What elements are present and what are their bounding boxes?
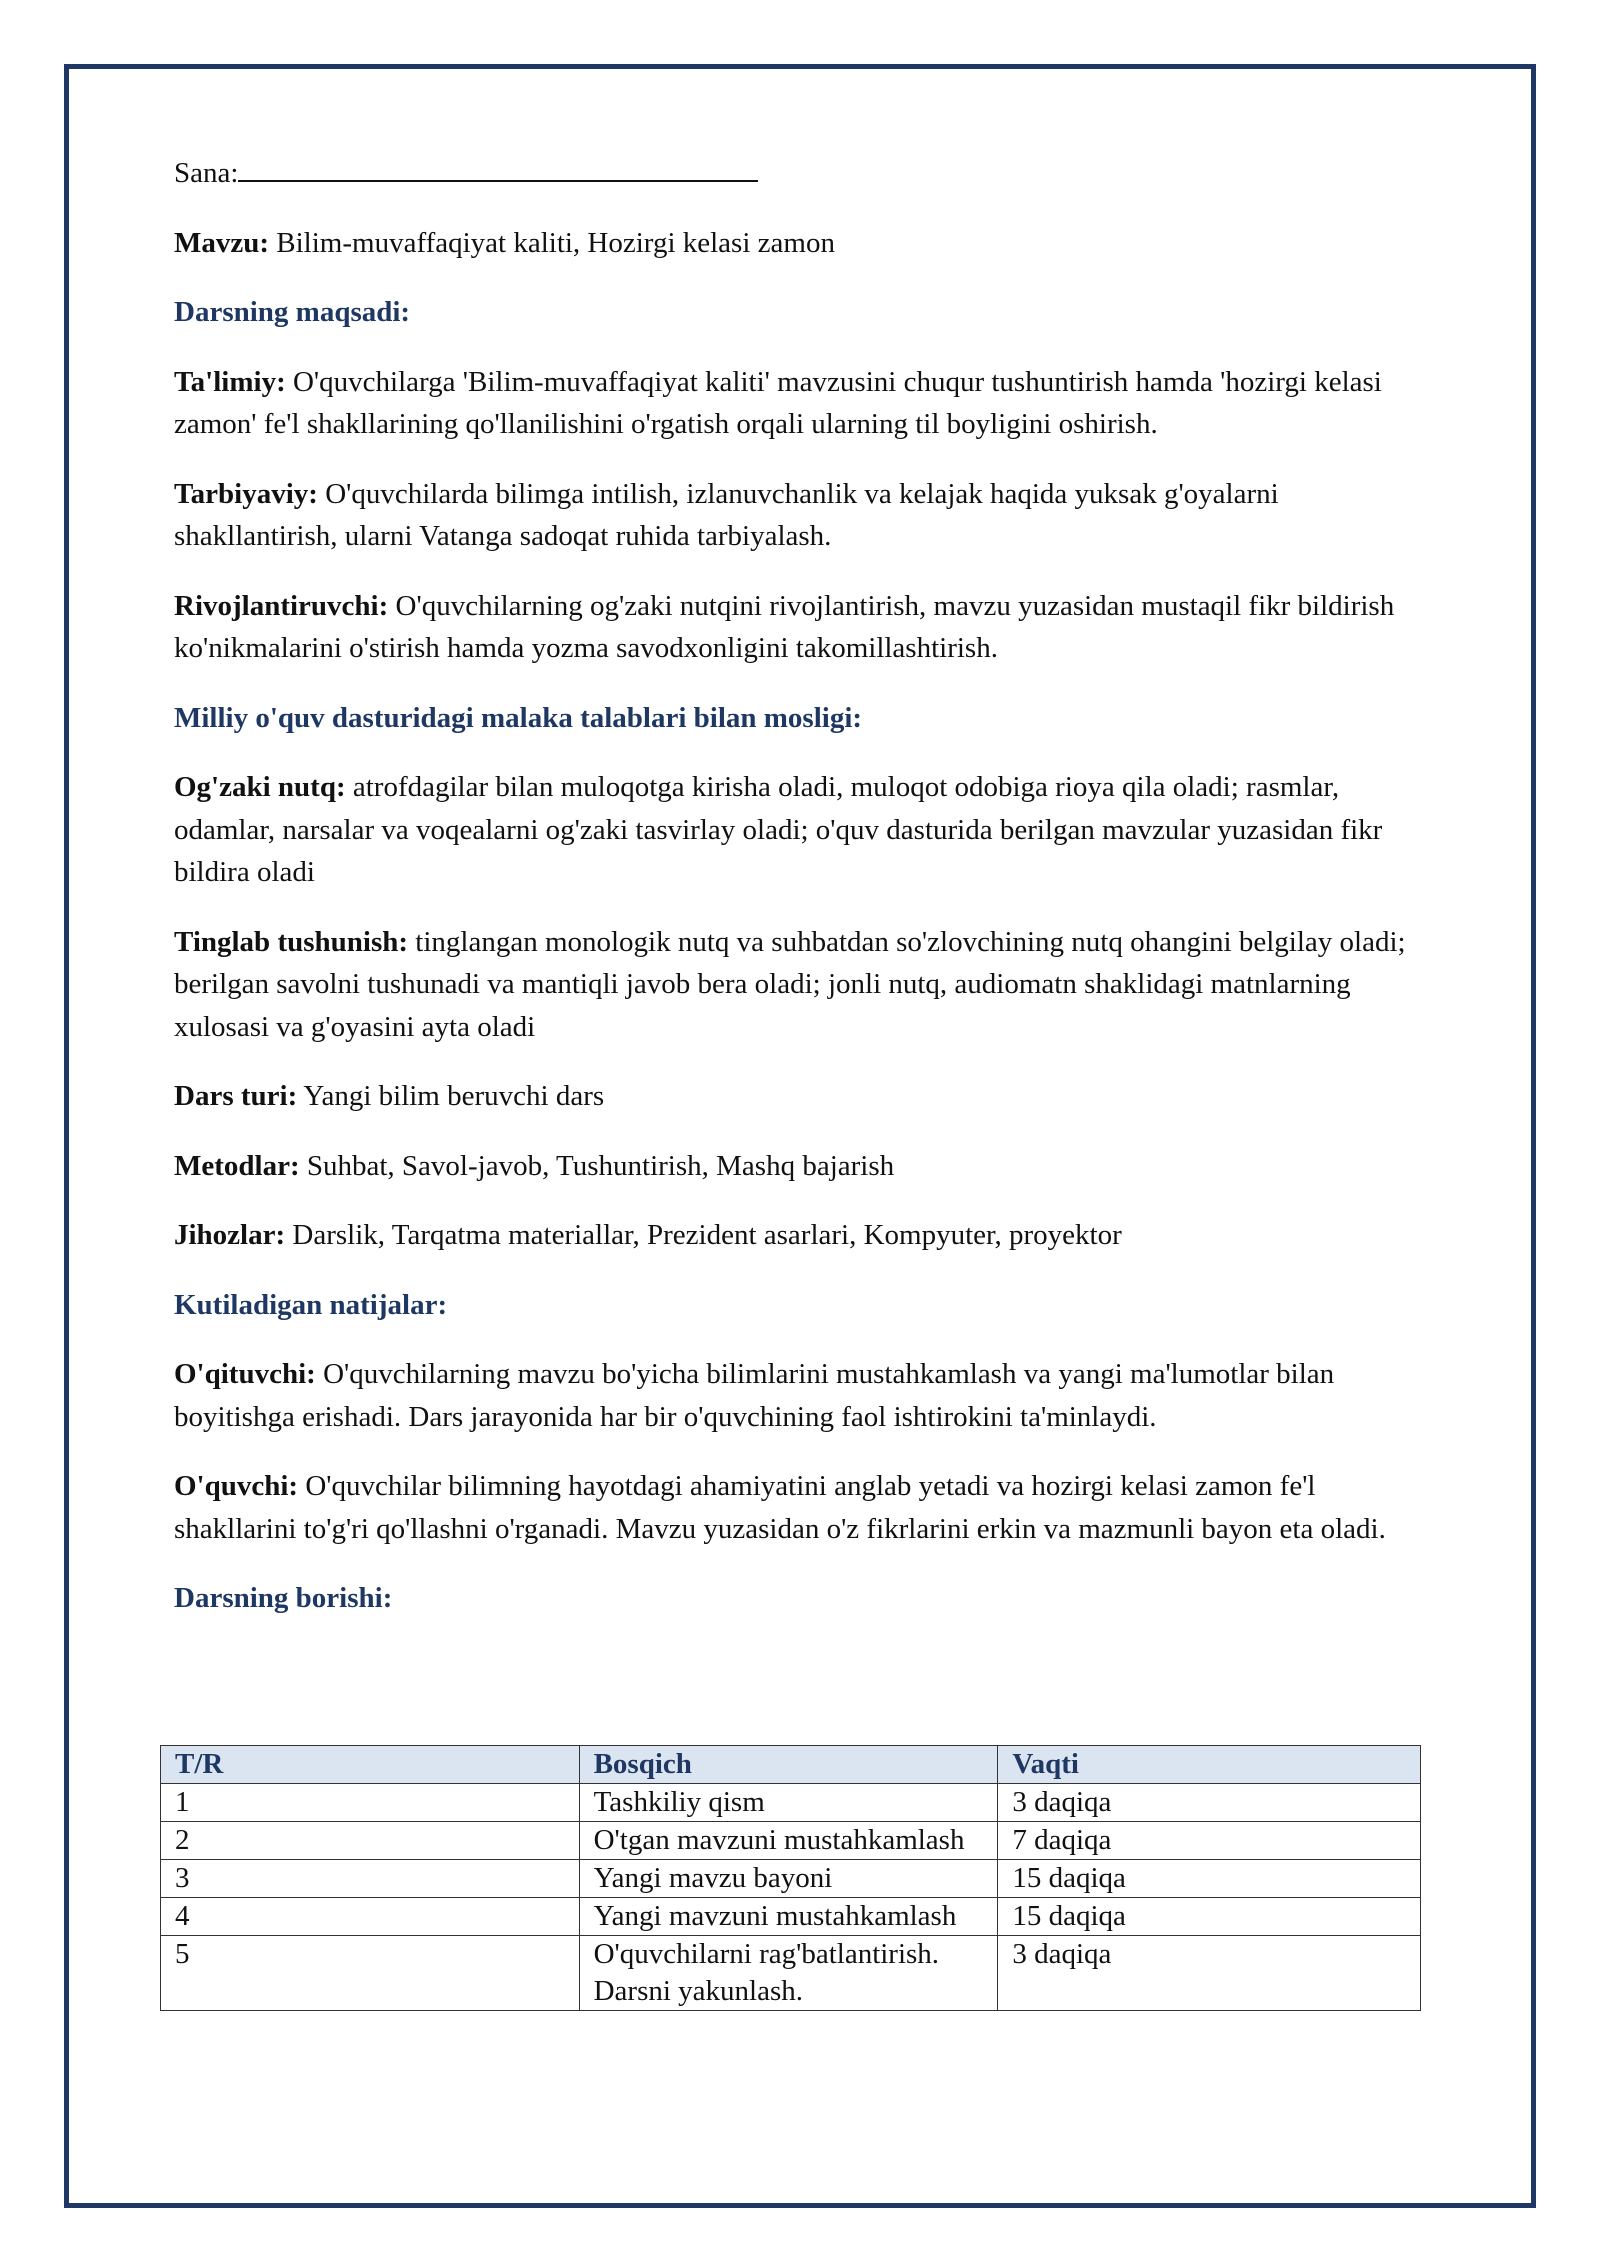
row-number: 5 [161,1936,580,2011]
date-blank-line [238,150,758,182]
equipment-label: Jihozlar: [174,1219,286,1251]
column-header-number: T/R [161,1746,580,1784]
table-row [161,1860,1421,1898]
row-number: 4 [161,1898,580,1936]
table-row [161,1936,1421,2011]
result-teacher-text: O'quvchilarning mavzu bo'yicha bilimlarini mustahkamlash va yangi ma'lumotlar bilan boyitishga erishadi. Dars jarayonida har bir o'quvchining faol ishtirokini ta'minlaydi. [174,1358,1335,1433]
methods [174,1145,1434,1188]
result-teacher-label: O'qituvchi: [174,1358,316,1390]
topic [174,222,1434,265]
table-row [161,1898,1421,1936]
topic-text: Bilim-muvaffaqiyat kaliti, Hozirgi kelasi zamon [276,226,835,259]
goal-developmental-label: Rivojlantiruvchi: [174,589,389,622]
equipment [174,1214,1434,1257]
result-student [174,1465,1434,1550]
row-stage: O'quvchilarni rag'batlantirish. Darsni yakunlash. [579,1936,998,2011]
goal-educational [174,361,1434,446]
result-student-text: O'quvchilar bilimning hayotdagi ahamiyatini anglab yetadi va hozirgi kelasi zamon fe'l shakllarini to'g'ri qo'llashni o'rganadi. Mavzu yuzasidan o'z fikrlarini erkin va mazmunli bayon eta oladi. [174,1470,1386,1545]
row-stage: Yangi mavzu bayoni [579,1860,998,1898]
row-time: 15 daqiqa [998,1898,1421,1936]
row-number: 1 [161,1784,580,1822]
topic-label: Mavzu: [174,226,270,259]
goal-upbringing-label: Tarbiyaviy: [174,477,318,510]
date-field [174,150,1434,195]
standard-oral-speech [174,766,1434,894]
table-header-row [161,1746,1421,1784]
goal-educational-text: O'quvchilarga 'Bilim-muvaffaqiyat kaliti' mavzusini chuqur tushuntirish hamda 'hozirgi kelasi zamon' fe'l shakllarining qo'llanilishini o'rgatish orqali ularning til boyligini oshirish. [174,365,1382,440]
column-header-stage: Bosqich [579,1746,998,1784]
standard-listening-text: tinglangan monologik nutq va suhbatdan so'zlovchining nutq ohangini belgilay oladi; berilgan savolni tushunadi va mantiqli javob bera oladi; jonli nutq, audiomatn shaklidagi matnlarning xulosasi va g'oyasini ayta oladi [174,925,1406,1043]
lesson-type [174,1075,1434,1118]
goal-educational-label: Ta'limiy: [174,365,286,398]
date-label: Sana: [174,157,239,189]
equipment-text: Darslik, Tarqatma materiallar, Prezident asarlari, Kompyuter, proyektor [292,1219,1122,1251]
standard-oral-speech-label: Og'zaki nutq: [174,771,346,803]
goal-upbringing-text: O'quvchilarda bilimga intilish, izlanuvchanlik va kelajak haqida yuksak g'oyalarni shakllantirish, ularni Vatanga sadoqat ruhida tarbiyalash. [174,477,1279,552]
row-number: 3 [161,1860,580,1898]
row-stage: O'tgan mavzuni mustahkamlash [579,1822,998,1860]
standards-heading: Milliy o'quv dasturidagi malaka talablari bilan mosligi: [174,701,863,734]
goals-heading: Darsning maqsadi: [174,296,411,328]
results-heading: Kutiladigan natijalar: [174,1288,448,1321]
lesson-plan [174,150,1434,1647]
row-number: 2 [161,1822,580,1860]
column-header-time: Vaqti [998,1746,1421,1784]
row-time: 7 daqiqa [998,1822,1421,1860]
methods-label: Metodlar: [174,1149,300,1182]
result-student-label: O'quvchi: [174,1470,299,1502]
standard-listening-label: Tinglab tushunish: [174,925,409,958]
result-teacher [174,1353,1434,1438]
goal-developmental [174,585,1434,670]
lesson-type-label: Dars turi: [174,1080,298,1112]
row-stage: Yangi mavzuni mustahkamlash [579,1898,998,1936]
row-time: 3 daqiqa [998,1784,1421,1822]
lesson-procedure-table [160,1745,1421,2011]
standard-listening [174,921,1434,1049]
row-time: 15 daqiqa [998,1860,1421,1898]
procedure-heading: Darsning borishi: [174,1582,393,1614]
goal-developmental-text: O'quvchilarning og'zaki nutqini rivojlantirish, mavzu yuzasidan mustaqil fikr bildirish ko'nikmalarini o'stirish hamda yozma savodxonligini takomillashtirish. [174,589,1395,664]
table-row [161,1784,1421,1822]
standard-oral-speech-text: atrofdagilar bilan muloqotga kirisha oladi, muloqot odobiga rioya qila oladi; rasmlar, odamlar, narsalar va voqealarni og'zaki tasvirlay oladi; o'quv dasturida berilgan mavzular yuzasidan fikr bildira oladi [174,771,1383,888]
row-time: 3 daqiqa [998,1936,1421,2011]
goal-upbringing [174,473,1434,558]
table-row [161,1822,1421,1860]
row-stage: Tashkiliy qism [579,1784,998,1822]
lesson-type-text: Yangi bilim beruvchi dars [303,1080,605,1112]
methods-text: Suhbat, Savol-javob, Tushuntirish, Mashq bajarish [306,1149,895,1182]
